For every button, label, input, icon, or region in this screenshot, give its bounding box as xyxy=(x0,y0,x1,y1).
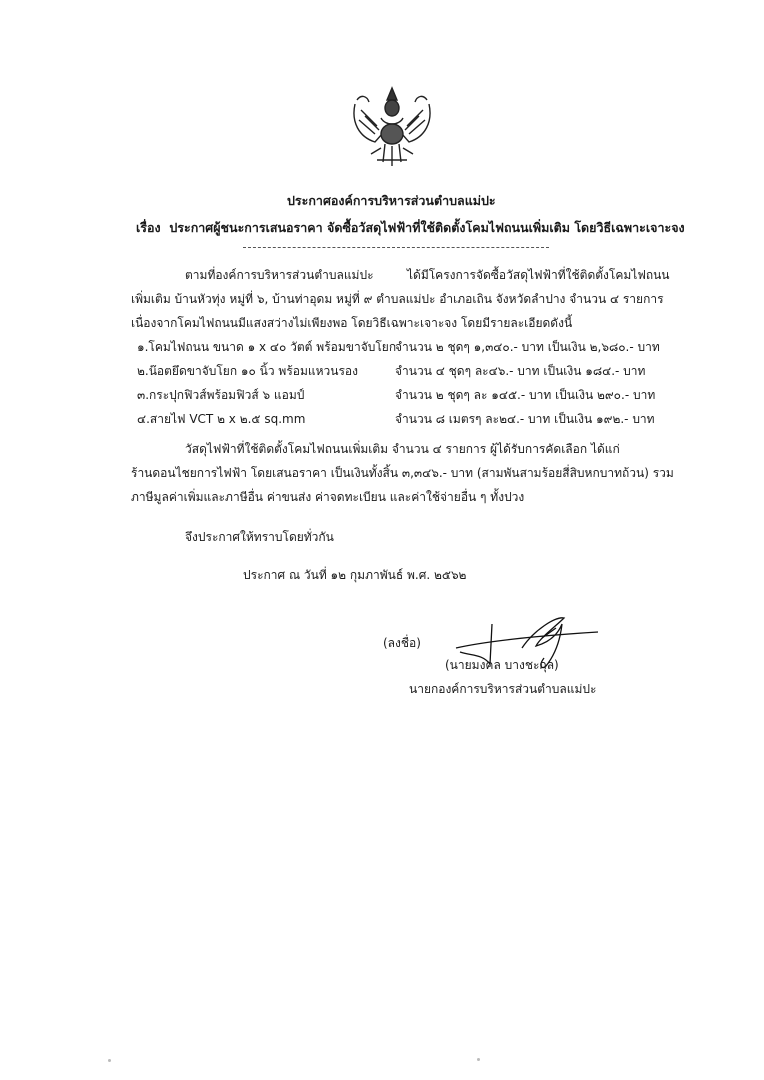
organization-title: ประกาศองค์การบริหารส่วนตำบลแม่ปะ xyxy=(287,193,496,208)
item-quantity-price: จำนวน ๘ เมตรๆ ละ๒๔.- บาท เป็นเงิน ๑๙๒.- บาท xyxy=(395,412,655,426)
intro-line-2: เพิ่มเติม บ้านหัวทุ่ง หมู่ที่ ๖, บ้านท่าอุดม หมู่ที่ ๙ ตำบลแม่ปะ อำเภอเถิน จังหวัดลำปาง จำนวน ๔ รายการ xyxy=(131,292,664,306)
award-line-2: ร้านดอนไชยการไฟฟ้า โดยเสนอราคา เป็นเงินทั้งสิ้น ๓,๓๔๖.- บาท (สามพันสามร้อยสี่สิบหกบาทถ้วน) รวม xyxy=(131,466,674,480)
item-quantity-price: จำนวน ๒ ชุดๆ ๑,๓๔๐.- บาท เป็นเงิน ๒,๖๘๐.- บาท xyxy=(395,340,660,354)
sign-label: (ลงชื่อ) xyxy=(383,636,421,650)
item-quantity-price: จำนวน ๒ ชุดๆ ละ ๑๔๕.- บาท เป็นเงิน ๒๙๐.- บาท xyxy=(395,388,656,402)
item-description: ๑.โคมไฟถนน ขนาด ๑ x ๔๐ วัตต์ พร้อมขาจับโยก xyxy=(137,340,397,354)
header-divider xyxy=(243,247,549,248)
garuda-emblem-icon xyxy=(347,82,437,172)
intro-line-3: เนื่องจากโคมไฟถนนมีแสงสว่างไม่เพียงพอ โดยวิธีเฉพาะเจาะจง โดยมีรายละเอียดดังนี้ xyxy=(131,316,573,330)
subject-text: ประกาศผู้ชนะการเสนอราคา จัดซื้อวัสดุไฟฟ้าที่ใช้ติดตั้งโคมไฟถนนเพิ่มเติม โดยวิธีเฉพาะเจาะจง xyxy=(169,220,685,235)
announcement-date: ประกาศ ณ วันที่ ๑๒ กุมภาพันธ์ พ.ศ. ๒๕๖๒ xyxy=(243,568,467,582)
item-description: ๒.น๊อตยึดขาจับโยก ๑๐ นิ้ว พร้อมแหวนรอง xyxy=(137,364,358,378)
item-description: ๓.กระปุกฟิวส์พร้อมฟิวส์ ๖ แอมป์ xyxy=(137,388,305,402)
subject-line xyxy=(136,218,685,238)
award-line-1: วัสดุไฟฟ้าที่ใช้ติดตั้งโคมไฟถนนเพิ่มเติม จำนวน ๔ รายการ ผู้ได้รับการคัดเลือก ได้แก่ xyxy=(185,442,620,456)
scan-speck xyxy=(477,1058,480,1061)
signatory-name: (นายมงคล บางชะกุล) xyxy=(445,658,559,672)
subject-label: เรื่อง xyxy=(136,220,161,235)
item-quantity-price: จำนวน ๔ ชุดๆ ละ๔๖.- บาท เป็นเงิน ๑๘๔.- บาท xyxy=(395,364,646,378)
item-description: ๔.สายไฟ VCT ๒ x ๒.๕ sq.mm xyxy=(137,412,306,426)
scan-speck xyxy=(108,1059,111,1062)
closing-notice: จึงประกาศให้ทราบโดยทั่วกัน xyxy=(185,530,334,544)
intro-line-1-left: ตามที่องค์การบริหารส่วนตำบลแม่ปะ xyxy=(185,268,374,282)
signatory-position: นายกองค์การบริหารส่วนตำบลแม่ปะ xyxy=(409,682,597,696)
award-line-3: ภาษีมูลค่าเพิ่มและภาษีอื่น ค่าขนส่ง ค่าจดทะเบียน และค่าใช้จ่ายอื่น ๆ ทั้งปวง xyxy=(131,490,525,504)
intro-line-1-right: ได้มีโครงการจัดซื้อวัสดุไฟฟ้าที่ใช้ติดตั้งโคมไฟถนน xyxy=(407,268,670,282)
